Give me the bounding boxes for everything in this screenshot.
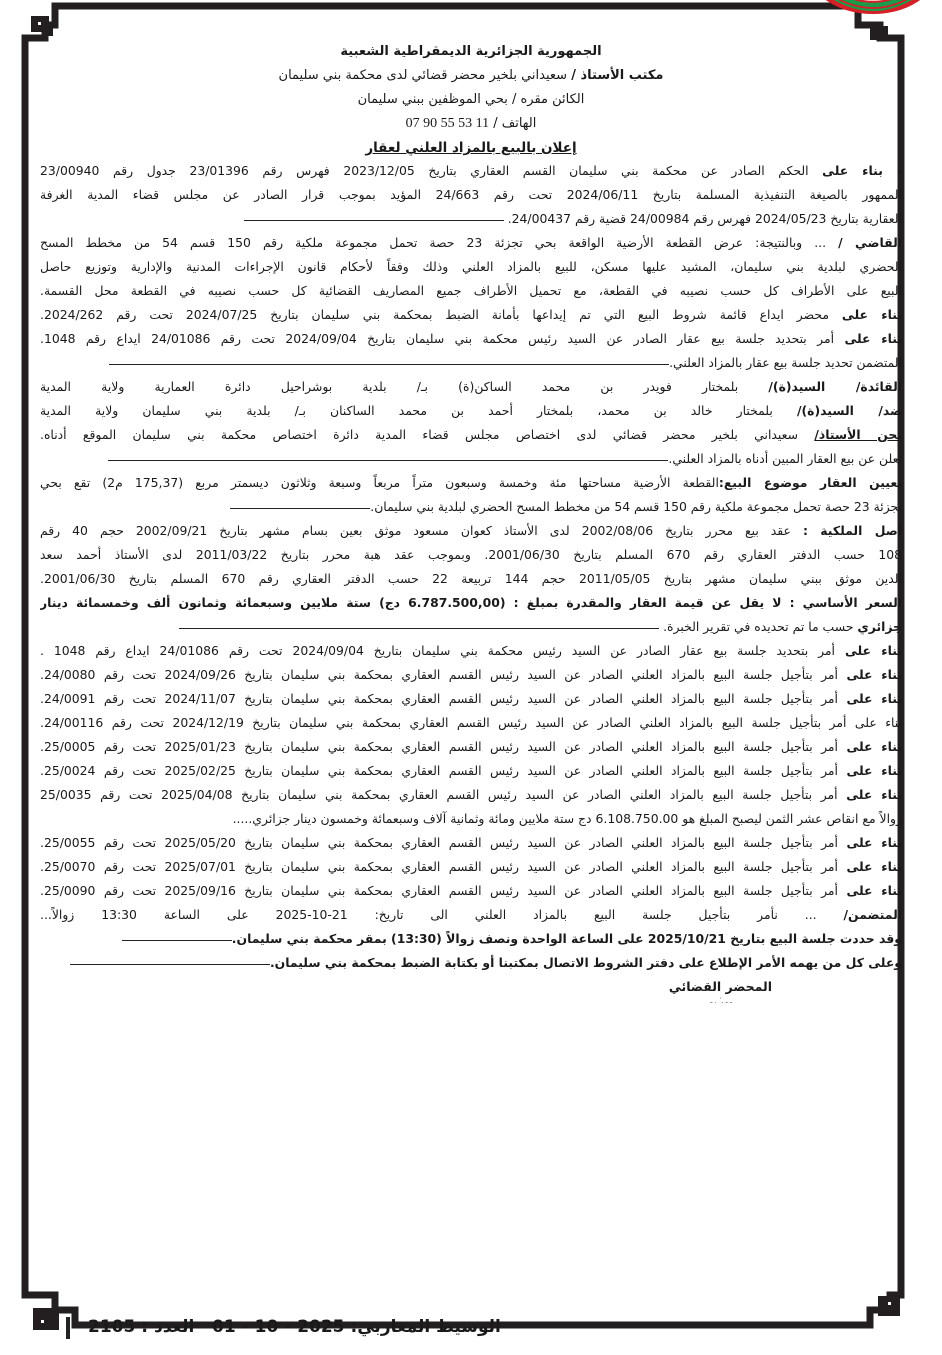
- keyword: تعيين العقار موضوع البيع:: [718, 475, 902, 490]
- fill-rule: [244, 219, 504, 221]
- text: وقد حددت جلسة البيع بتاريخ 2025/10/21 على الساعة الواحدة ونصف زوالاً (13:30) بمقر محكمة بني سليمان.: [231, 931, 902, 946]
- property-line-2: [40, 495, 902, 519]
- keyword: بناء على: [846, 691, 902, 706]
- keyword: نحن الأستاذ/: [814, 427, 902, 442]
- republic-heading: الجمهورية الجزائرية الديمقراطية الشعبية: [340, 44, 602, 59]
- text: أمر بتأجيل جلسة البيع بالمزاد العلني الصادر عن السيد رئيس القسم العقاري بمحكمة بني سليمان بتاريخ 2024/12/19 تحت رقم 24/00116.: [40, 715, 847, 730]
- signature-scribble: ـ ـ . ٰ . ـ: [710, 997, 732, 1005]
- price-line-1: [40, 591, 902, 615]
- order-session-line-1: [40, 327, 902, 351]
- keyword: جزائري: [857, 619, 902, 634]
- text: زوالاً مع انقاص عشر الثمن ليصبح المبلغ هو 6.108.750.00 دج ستة ملايين ومائة وثمانية آلاف وسبعمائة وخمسون دينار جزائري.....: [232, 811, 902, 826]
- publication-date: 01 - 10 - 2025: [212, 1317, 345, 1337]
- fill-rule: [109, 363, 669, 365]
- text: أمر بتأجيل جلسة البيع بالمزاد العلني الصادر عن السيد رئيس القسم العقاري بمحكمة بني سليمان بتاريخ 2025/09/16 تحت رقم 25/0090.: [40, 883, 839, 898]
- plaintiff-line: [40, 375, 902, 399]
- text: القطعة الأرضية مساحتها مئة وخمسة وسبعون متراً مربعاً وسبعة وثلاثون ديسمتر مربع (175,37 م2) تقع بحي: [40, 475, 719, 490]
- judgment-line-2: الممهور بالصيغة التنفيذية المسلمة بتاريخ 2024/06/11 تحت رقم 24/663 المؤيد بموجب قرار الصادر عن مجلس قضاء المدية الغرفة: [40, 187, 902, 202]
- page-footer: [60, 1313, 880, 1347]
- announcement-title: إعلان بالبيع بالمزاد العلني لعقار: [365, 140, 577, 156]
- fill-rule: [122, 939, 232, 941]
- fill-rule: [179, 627, 659, 629]
- text: أمر بتأجيل جلسة البيع بالمزاد العلني الصادر عن السيد رئيس القسم العقاري بمحكمة بني سليمان بتاريخ 2025/04/08 تحت رقم 25/0035: [40, 787, 838, 802]
- ownership-line-1: [40, 519, 902, 543]
- postponement-item: [40, 807, 902, 831]
- keyword: بناء على: [846, 739, 902, 754]
- phone-line: [40, 112, 902, 136]
- text: عقد بيع محرر بتاريخ 2002/08/06 لدى الأستاذ كعوان مسعود موثق بعين بسام مشهر بتاريخ 2002/09/21 حجم 40 رقم: [40, 523, 791, 538]
- office-name: سعيداني بلخير محضر قضائي لدى محكمة بني سليمان: [278, 68, 568, 83]
- keyword: بناء على: [854, 715, 902, 730]
- notice-line: [40, 951, 902, 975]
- defendant-line: [40, 399, 902, 423]
- keyword: بناء على: [846, 667, 902, 682]
- text: نعلن عن بيع العقار المبين أدناه بالمزاد العلني.: [668, 451, 902, 466]
- postponement-item: [40, 783, 902, 807]
- postponement-list: [40, 639, 902, 903]
- order-session-line-2: [40, 351, 902, 375]
- newspaper-logo: [798, 0, 942, 20]
- text: حسب ما تم تحديده في تقرير الخبرة.: [663, 619, 854, 634]
- announcement-document: [40, 38, 902, 1005]
- keyword: المتضمن/: [843, 907, 902, 922]
- ownership-line-2: 108 حسب الدفتر العقاري رقم 670 المسلم بتاريخ 2001/06/30. وبموجب عقد هبة محرر بتاريخ 2011/03/22 لدى الأستاذ أحمد سعد: [40, 547, 902, 562]
- keyword: بناء على: [846, 763, 902, 778]
- text: أمر بتأجيل جلسة البيع بالمزاد العلني الصادر عن السيد رئيس القسم العقاري بمحكمة بني سليمان بتاريخ 2025/05/20 تحت رقم 25/0055.: [40, 835, 839, 850]
- phone-number: 07 90 55 53 11: [405, 116, 490, 131]
- keyword: بناء على: [846, 883, 902, 898]
- fill-rule: [70, 963, 270, 965]
- keyword: بناء على: [846, 859, 902, 874]
- deposit-line: [40, 303, 902, 327]
- keyword: بناء على: [846, 835, 902, 850]
- postponement-item: [40, 711, 902, 735]
- price-line-2: [40, 615, 902, 639]
- issue-label: العدد :: [141, 1317, 195, 1337]
- text: أمر بتأجيل جلسة البيع بالمزاد العلني الصادر عن السيد رئيس القسم العقاري بمحكمة بني سليمان بتاريخ 2025/02/25 تحت رقم 25/0024.: [40, 763, 839, 778]
- text: أمر بتأجيل جلسة البيع بالمزاد العلني الصادر عن السيد رئيس القسم العقاري بمحكمة بني سليمان بتاريخ 2024/09/26 تحت رقم 24/0080.: [40, 667, 839, 682]
- text: الحكم الصادر عن محكمة بني سليمان القسم العقاري بتاريخ 2023/12/05 فهرس رقم 23/01396 جدول رقم 23/00940: [40, 163, 809, 178]
- judgment-line-1: [40, 159, 902, 183]
- text: أمر بتحديد جلسة بيع عقار الصادر عن السيد رئيس محكمة بني سليمان بتاريخ 2024/09/04 تحت رقم 24/01086 ايداع رقم 1048 .: [40, 643, 836, 658]
- fill-rule: [230, 507, 370, 509]
- text: تجزئة 23 حصة تحمل مجموعة ملكية رقم 150 قسم 54 من مخطط المسح الحضري لبلدية بني سليمان.: [370, 499, 902, 514]
- ruling-line-3: البيع على الأطراف كل حسب نصيبه في القطعة، مع تحميل الأطراف جميع المصاريف القضائية كل حسب نصيبه في القطعة محل القسمة.: [40, 283, 902, 298]
- text: أمر بتأجيل جلسة البيع بالمزاد العلني الصادر عن السيد رئيس القسم العقاري بمحكمة بني سليمان بتاريخ 2025/01/23 تحت رقم 25/0005.: [40, 739, 839, 754]
- text: ... نأمر بتأجيل جلسة البيع بالمزاد العلني الى تاريخ: 21-10-2025 على الساعة 13:30 زوالاً...: [40, 907, 817, 922]
- signature-label: المحضر القضائي: [668, 979, 772, 994]
- keyword: القائدة/ السيد(ة)/: [768, 379, 902, 394]
- postponement-item: [40, 639, 902, 663]
- keyword: بناء على: [841, 307, 902, 322]
- fill-rule: [108, 459, 668, 461]
- containing-line: [40, 903, 902, 927]
- phone-label: الهاتف /: [493, 116, 537, 131]
- ruling-line-1: [40, 231, 902, 255]
- postponement-item: [40, 831, 902, 855]
- keyword: القاضي /: [838, 235, 902, 250]
- text: بلمختار فويدر بن محمد الساكن(ة) بـ/ بلدية بوشراحيل دائرة العمارية ولاية المدية: [40, 379, 739, 394]
- issue-number: 2105: [88, 1317, 136, 1337]
- text: بلمختار خالد بن محمد، بلمختار أحمد بن محمد الساكنان بـ/ بلدية بني سليمان ولاية المدية: [40, 403, 773, 418]
- text: وعلى كل من يهمه الأمر الإطلاع على دفتر الشروط الاتصال بمكتبنا أو بكتابة الضبط بمحكمة بني سليمان.: [269, 955, 902, 970]
- ruling-line-2: الحضري لبلدية بني سليمان، المشيد عليها مسكن، للبيع بالمزاد العلني وذلك وفقاً لأحكام قانون الإجراءات المدنية والإدارية وتوزيع حاصل: [40, 259, 902, 274]
- postponement-item: [40, 663, 902, 687]
- postponement-item: [40, 855, 902, 879]
- footer-publication-line: [88, 1313, 501, 1341]
- judgment-line-3: [40, 207, 902, 231]
- postponement-item: [40, 759, 902, 783]
- footer-divider: [66, 1317, 70, 1339]
- keyword: أصل الملكية :: [802, 523, 902, 538]
- keyword: ضد/ السيد(ة)/: [796, 403, 902, 418]
- postponement-item: [40, 687, 902, 711]
- keyword: بناء على: [844, 643, 902, 658]
- publication-name: الوسيط المغاربي:: [350, 1317, 501, 1337]
- office-address: الكائن مقره / بحي الموظفين ببني سليمان: [357, 92, 585, 107]
- text: لا يقل عن قيمة العقار والمقدرة بمبلغ : (6.787.500,00 دج) ستة ملايين وسبعمائة وثمانون ألف وخمسمائة دينار: [40, 595, 782, 610]
- signature-block: [40, 975, 902, 1005]
- text: أمر بتحديد جلسة بيع عقار الصادر عن السيد رئيس محكمة بني سليمان بتاريخ 2024/09/04 تحت رقم 24/01086 ايداع رقم 1048.: [40, 331, 835, 346]
- announce-line: [40, 447, 902, 471]
- postponement-item: [40, 735, 902, 759]
- keyword: السعر الأساسي :: [789, 595, 902, 610]
- text: ... وبالنتيجة: عرض القطعة الأرضية الواقعة بحي تجزئة 23 حصة تحمل مجموعة ملكية رقم 150 قسم 54 من مخطط المسح: [40, 235, 827, 250]
- property-line-1: [40, 471, 902, 495]
- text: أمر بتأجيل جلسة البيع بالمزاد العلني الصادر عن السيد رئيس القسم العقاري بمحكمة بني سليمان بتاريخ 2024/11/07 تحت رقم 24/0091.: [40, 691, 839, 706]
- office-label: مكتب الأستاذ /: [571, 68, 664, 83]
- postponement-item: [40, 879, 902, 903]
- keyword: بناء على: [846, 787, 902, 802]
- ownership-line-3: الدين موثق ببني سليمان مشهر بتاريخ 2011/05/05 حجم 144 تربيعة 22 حسب الدفتر العقاري رقم 670 المسلم بتاريخ 2001/06/30.: [40, 571, 902, 586]
- bailiff-line: [40, 423, 902, 447]
- office-line: [40, 64, 902, 88]
- session-line: [40, 927, 902, 951]
- text: سعيداني بلخير محضر قضائي لدى اختصاص مجلس قضاء المدية دائرة اختصاص محكمة بني سليمان الموقع أدناه.: [40, 427, 799, 442]
- keyword: بناء على: [844, 331, 902, 346]
- keyword: - بناء على: [822, 163, 902, 178]
- text: العقارية بتاريخ 2024/05/23 فهرس رقم 24/00984 قضية رقم 24/00437.: [507, 211, 902, 226]
- text: محضر ايداع قائمة شروط البيع التي تم إيداعها بأمانة الضبط بمحكمة بني سليمان بتاريخ 2024/07/25 تحت رقم 2024/262.: [40, 307, 829, 322]
- text: أمر بتأجيل جلسة البيع بالمزاد العلني الصادر عن السيد رئيس القسم العقاري بمحكمة بني سليمان بتاريخ 2025/07/01 تحت رقم 25/0070.: [40, 859, 839, 874]
- announcement-body: [40, 159, 902, 975]
- text: المتضمن تحديد جلسة بيع عقار بالمزاد العلني.: [669, 355, 902, 370]
